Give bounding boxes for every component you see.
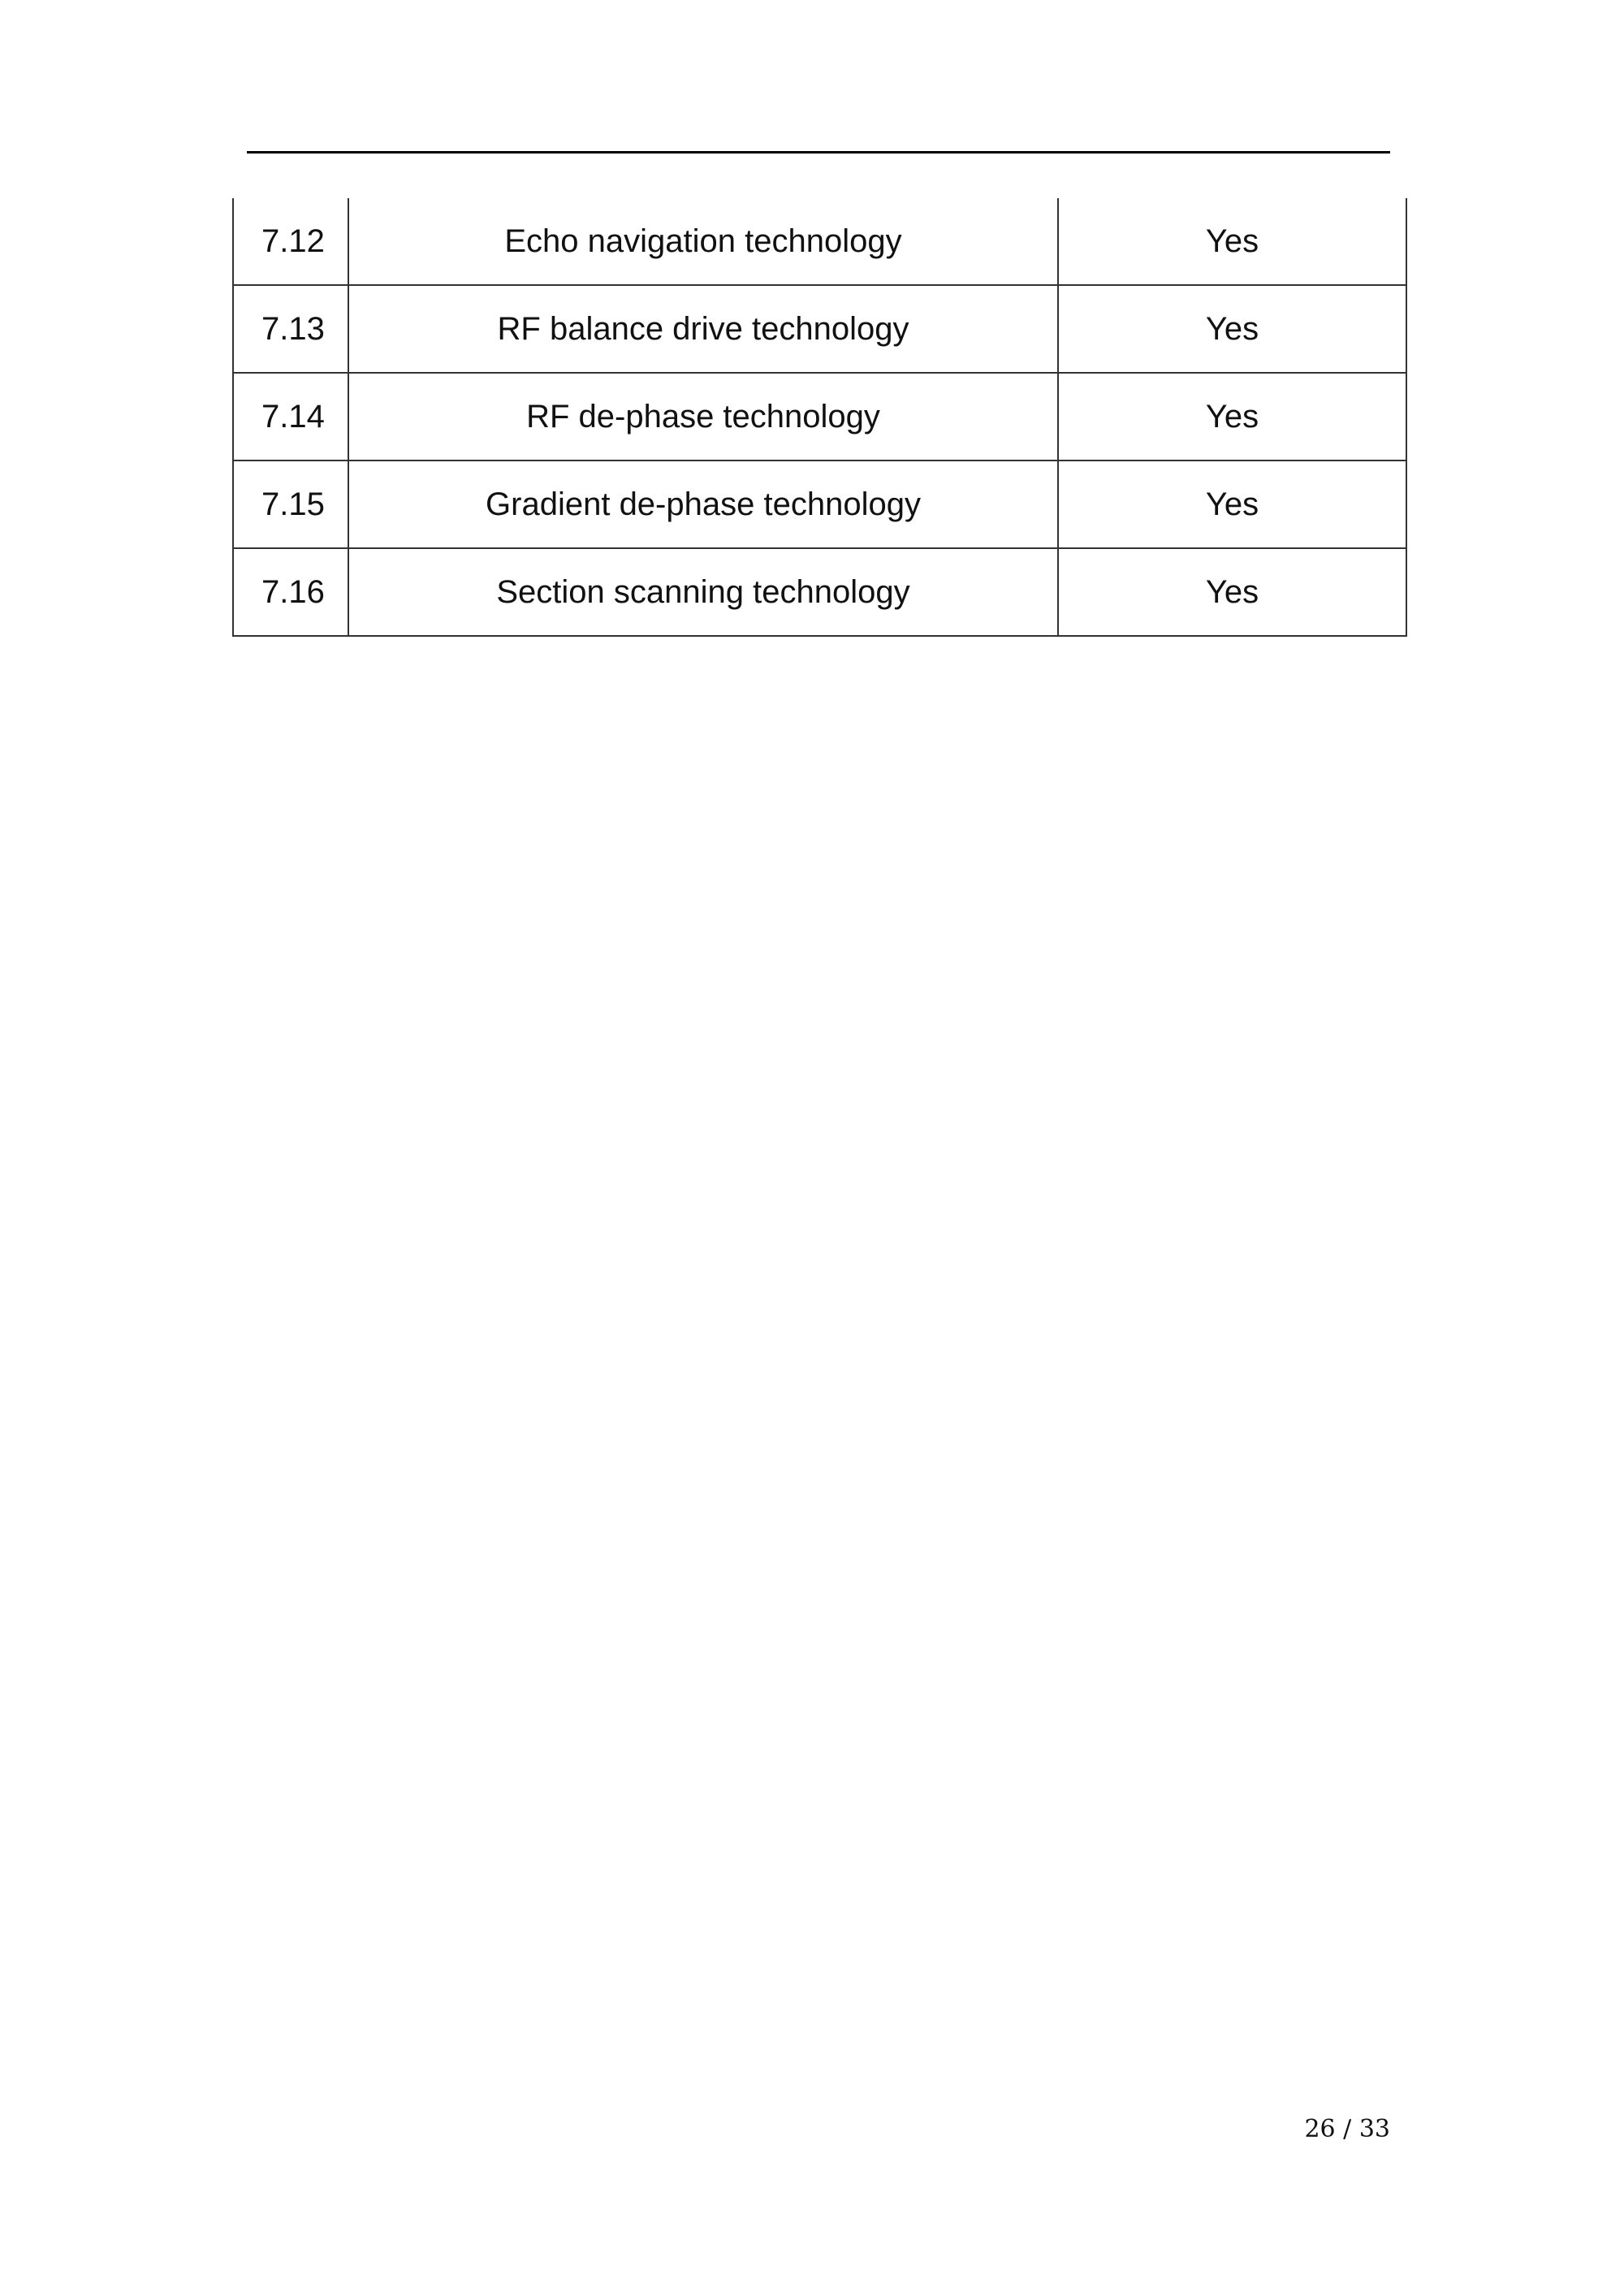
row-value: Yes bbox=[1058, 460, 1406, 548]
row-value: Yes bbox=[1058, 373, 1406, 460]
row-feature: Section scanning technology bbox=[348, 548, 1058, 636]
table-row bbox=[233, 460, 1406, 548]
row-number: 7.15 bbox=[233, 460, 348, 548]
spec-table bbox=[232, 198, 1407, 637]
table-row bbox=[233, 285, 1406, 373]
row-value: Yes bbox=[1058, 548, 1406, 636]
row-number: 7.13 bbox=[233, 285, 348, 373]
row-feature: Gradient de-phase technology bbox=[348, 460, 1058, 548]
row-number: 7.12 bbox=[233, 198, 348, 285]
row-feature: Echo navigation technology bbox=[348, 198, 1058, 285]
row-number: 7.14 bbox=[233, 373, 348, 460]
row-value: Yes bbox=[1058, 285, 1406, 373]
row-feature: RF de-phase technology bbox=[348, 373, 1058, 460]
page-number: 26 / 33 bbox=[1304, 2115, 1390, 2143]
row-value: Yes bbox=[1058, 198, 1406, 285]
table-row bbox=[233, 373, 1406, 460]
table-row bbox=[233, 198, 1406, 285]
table-row bbox=[233, 548, 1406, 636]
header-rule bbox=[247, 151, 1390, 153]
row-number: 7.16 bbox=[233, 548, 348, 636]
row-feature: RF balance drive technology bbox=[348, 285, 1058, 373]
